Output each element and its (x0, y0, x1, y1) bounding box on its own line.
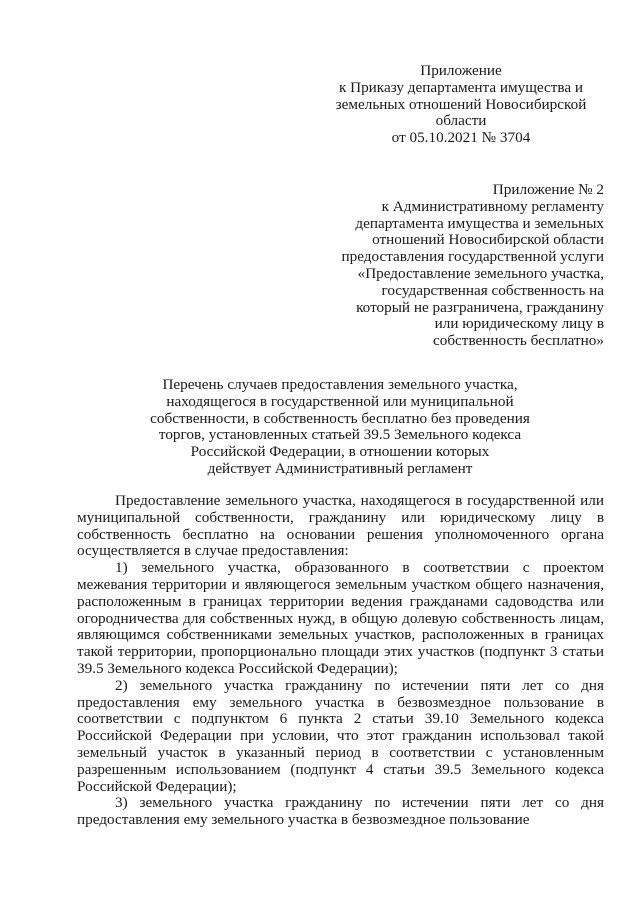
regulation-appendix-line: Приложение № 2 (492, 181, 604, 198)
regulation-appendix-line: который не разграничена, гражданину (356, 298, 604, 316)
regulation-appendix-line: государственная собственность на (381, 281, 604, 299)
title-line: торгов, установленных статьей 39.5 Земельного кодекса (158, 426, 522, 444)
regulation-appendix-line: собственность бесплатно» (433, 332, 604, 350)
order-appendix-header (331, 63, 591, 147)
regulation-appendix-line: или юридическому лицу в (434, 315, 604, 333)
order-appendix-line: к Приказу департамента имущества и (338, 78, 584, 96)
regulation-appendix-line: «Предоставление земельного участка, (357, 264, 604, 282)
order-appendix-line: области (435, 112, 487, 130)
title-line: Перечень случаев предоставления земельного участка, (162, 376, 518, 393)
document-body (77, 493, 604, 829)
regulation-appendix-line: департамента имущества и земельных (355, 214, 604, 232)
title-line: собственности, в собственность бесплатно без проведения (150, 409, 530, 427)
title-line: находящегося в государственной или муниципальной (166, 392, 514, 410)
title-line: Российской Федерации, в отношении которых (190, 443, 490, 461)
order-appendix-line: земельных отношений Новосибирской (335, 95, 587, 113)
list-item-2: 2) земельного участка гражданину по истечении пяти лет со дня предоставления ему земельного участка в безвозмездное пользование в соответствии с подпунктом 6 пункта 2 статьи 39.10 Земельного кодекса Российской Федерации при условии, что этот гражданин использовал такой земельный участок в указанный период в соответствии с установленным разрешенным использованием (подпункт 4 статьи 39.5 Земельного кодекса Российской Федерации); (77, 676, 604, 795)
list-item-3: 3) земельного участка гражданину по истечении пяти лет со дня предоставления ему земельного участка в безвозмездное пользование (77, 794, 604, 829)
intro-paragraph: Предоставление земельного участка, находящегося в государственной или муниципальной собственности, гражданину или юридическому лицу в собственность бесплатно на основании решения уполномоченного органа осуществляется в случае предоставления: (77, 492, 604, 560)
list-item-1: 1) земельного участка, образованного в соответствии с проектом межевания территории и являющегося земельным участком общего назначения, расположенным в границах территории ведения гражданами садоводства или огородничества для собственных нужд, в общую долевую собственность лицам, являющимся собственниками земельных участков, расположенных в границах такой территории, пропорционально площади этих участков (подпункт 3 статьи 39.5 Земельного кодекса Российской Федерации); (77, 559, 604, 677)
document-title (138, 377, 542, 478)
regulation-appendix-line: предоставления государственной услуги (341, 248, 604, 266)
regulation-appendix-line: отношений Новосибирской области (372, 231, 604, 249)
regulation-appendix-header (320, 182, 604, 350)
regulation-appendix-line: к Административному регламенту (381, 197, 604, 215)
order-appendix-line: от 05.10.2021 № 3704 (391, 129, 531, 147)
title-line: действует Административный регламент (207, 459, 473, 477)
order-appendix-line: Приложение (420, 62, 502, 79)
